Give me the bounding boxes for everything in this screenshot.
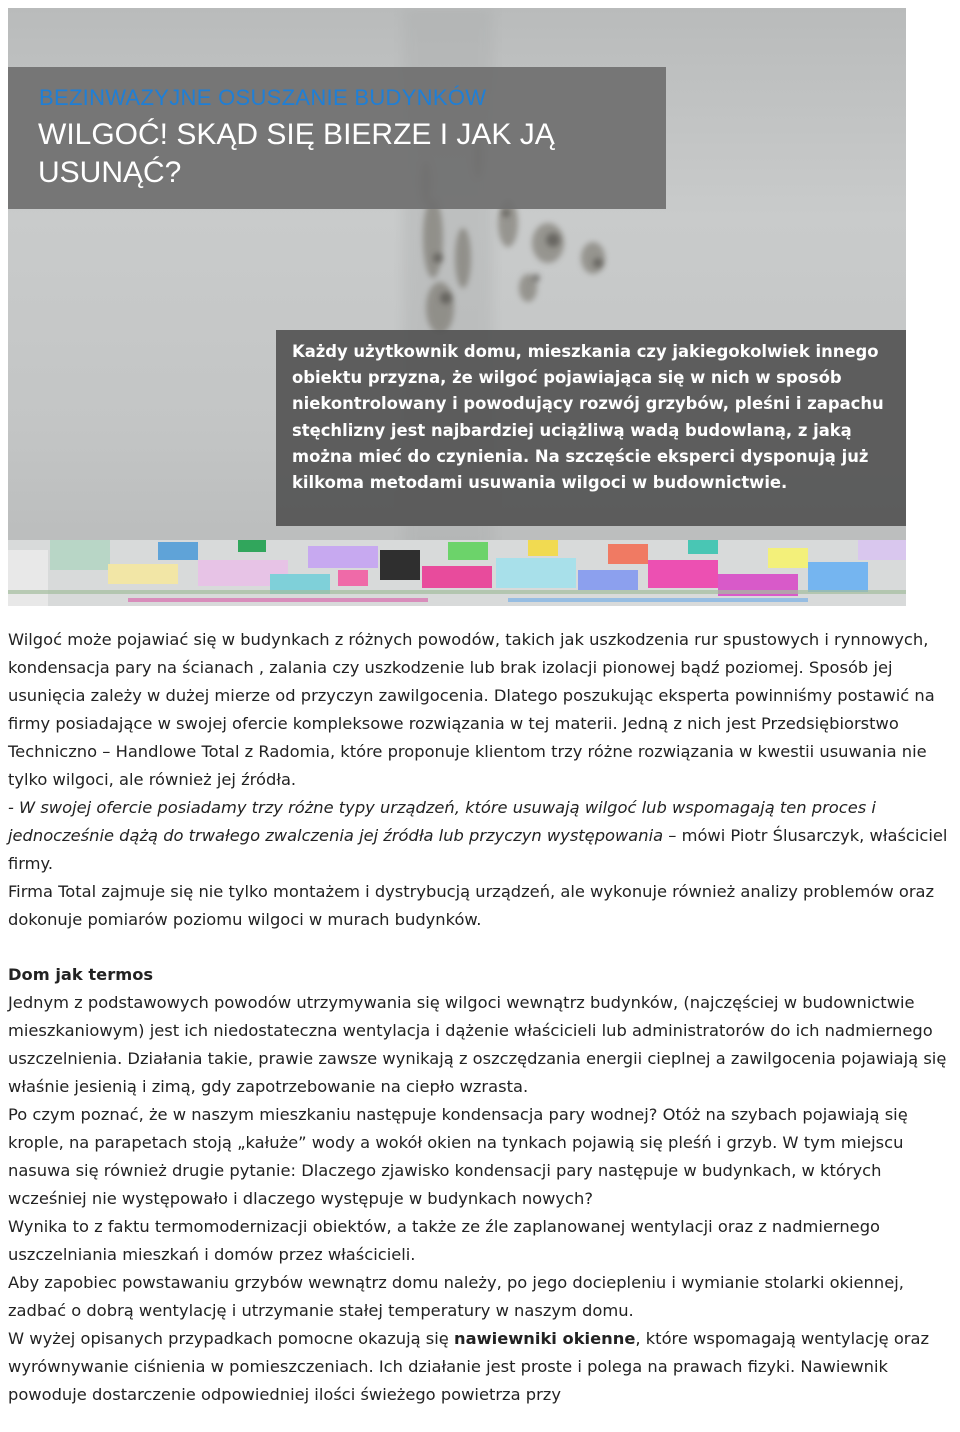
- paragraph-gap: [8, 934, 958, 961]
- article-body: [8, 626, 958, 1409]
- hero-photo-section: [8, 8, 906, 606]
- article-lead: Każdy użytkownik domu, mieszkania czy jakiegokolwiek innego obiektu przyzna, że wilgoć pojawiająca się w nich w sposób niekontrolowany i powodujący rozwój grzybów, pleśni i zapachu stęchlizny jest najbardziej uciążliwą wadą budowlaną, z jaką można mieć do czynienia. Na szczęście eksperci dysponują już kilkoma metodami usuwania wilgoci w budownictwie.: [292, 342, 884, 493]
- paragraph-thermo: Wynika to z faktu termomodernizacji obiektów, a także ze źle zaplanowanej wentylacji oraz z nadmiernego uszczelniania mieszkań i domów przez właścicieli.: [8, 1217, 881, 1264]
- vents-text-end: , które wspomagają wentylację oraz wyrównywanie ciśnienia w pomieszczeniach. Ich działanie jest proste i polega na prawach fizyki. Nawiewnik powoduje dostarczenie odpowiedniej ilości świeżego powietrza przy: [8, 1329, 929, 1404]
- article-kicker: BEZINWAZYJNE OSUSZANIE BUDYNKÓW: [39, 85, 487, 110]
- paragraph-intro: Wilgoć może pojawiać się w budynkach z różnych powodów, takich jak uszkodzenia rur spustowych i rynnowych, kondensacja pary na ścianach , zalania czy uszkodzenie lub brak izolacji pionowej bądź poziomej. Sposób jej usunięcia zależy w dużej mierze od przyczyn zawilgocenia. Dlatego poszukując eksperta powinniśmy postawić na firmy posiadające w swojej ofercie kompleksowe rozwiązania w tej materii. Jedną z nich jest Przedsiębiorstwo Techniczno – Handlowe Total z Radomia, które proponuje klientom trzy różne rozwiązania w kwestii usuwania nie tylko wilgoci, ale również jej źródła.: [8, 630, 935, 789]
- owner-quote: - W swojej ofercie posiadamy trzy różne typy urządzeń, które usuwają wilgoć lub wspomagają ten proces i jednocześnie dążą do trwałego zwalczenia jej źródła lub przyczyn występowania: [8, 798, 876, 845]
- paragraph-company: Firma Total zajmuje się nie tylko montażem i dystrybucją urządzeń, ale wykonuje również analizy problemów oraz dokonuje pomiarów poziomu wilgoci w murach budynków.: [8, 882, 935, 929]
- image-glitch-strip: [8, 540, 906, 606]
- paragraph-quote: [8, 794, 958, 878]
- paragraph-condensation: Po czym poznać, że w naszym mieszkaniu następuje kondensacja pary wodnej? Otóż na szybach pojawiają się krople, na parapetach stoją „kałuże” wody a wokół okien na tynkach pojawią się pleśń i grzyb. W tym miejscu nasuwa się również drugie pytanie: Dlaczego zjawisko kondensacji pary następuje w budynkach, w których wcześniej nie występowało i dlaczego występuje w budynkach nowych?: [8, 1105, 908, 1208]
- quote-attribution: – mówi Piotr Ślusarczyk, właściciel firmy.: [8, 826, 948, 873]
- vents-keyword: nawiewniki okienne: [454, 1329, 636, 1348]
- section-heading: Dom jak termos: [8, 965, 154, 984]
- article-headline: WILGOĆ! SKĄD SIĘ BIERZE I JAK JĄ USUNĄĆ?: [38, 118, 555, 189]
- paragraph-prevention: Aby zapobiec powstawaniu grzybów wewnątrz domu należy, po jego dociepleniu i wymianie stolarki okiennej, zadbać o dobrą wentylację i utrzymanie stałej temperatury w naszym domu.: [8, 1273, 904, 1320]
- paragraph-ventilation: Jednym z podstawowych powodów utrzymywania się wilgoci wewnątrz budynków, (najczęściej w budownictwie mieszkaniowym) jest ich niedostateczna wentylacja i dążenie właścicieli lub administratorów do ich nadmiernego uszczelnienia. Działania takie, prawie zawsze wynikają z oszczędzania energii cieplnej a zawilgocenia pojawiają się właśnie jesienią i zimą, gdy zapotrzebowanie na ciepło wzrasta.: [8, 993, 947, 1096]
- paragraph-vents: [8, 1325, 958, 1409]
- vents-text-start: W wyżej opisanych przypadkach pomocne okazują się: [8, 1329, 454, 1348]
